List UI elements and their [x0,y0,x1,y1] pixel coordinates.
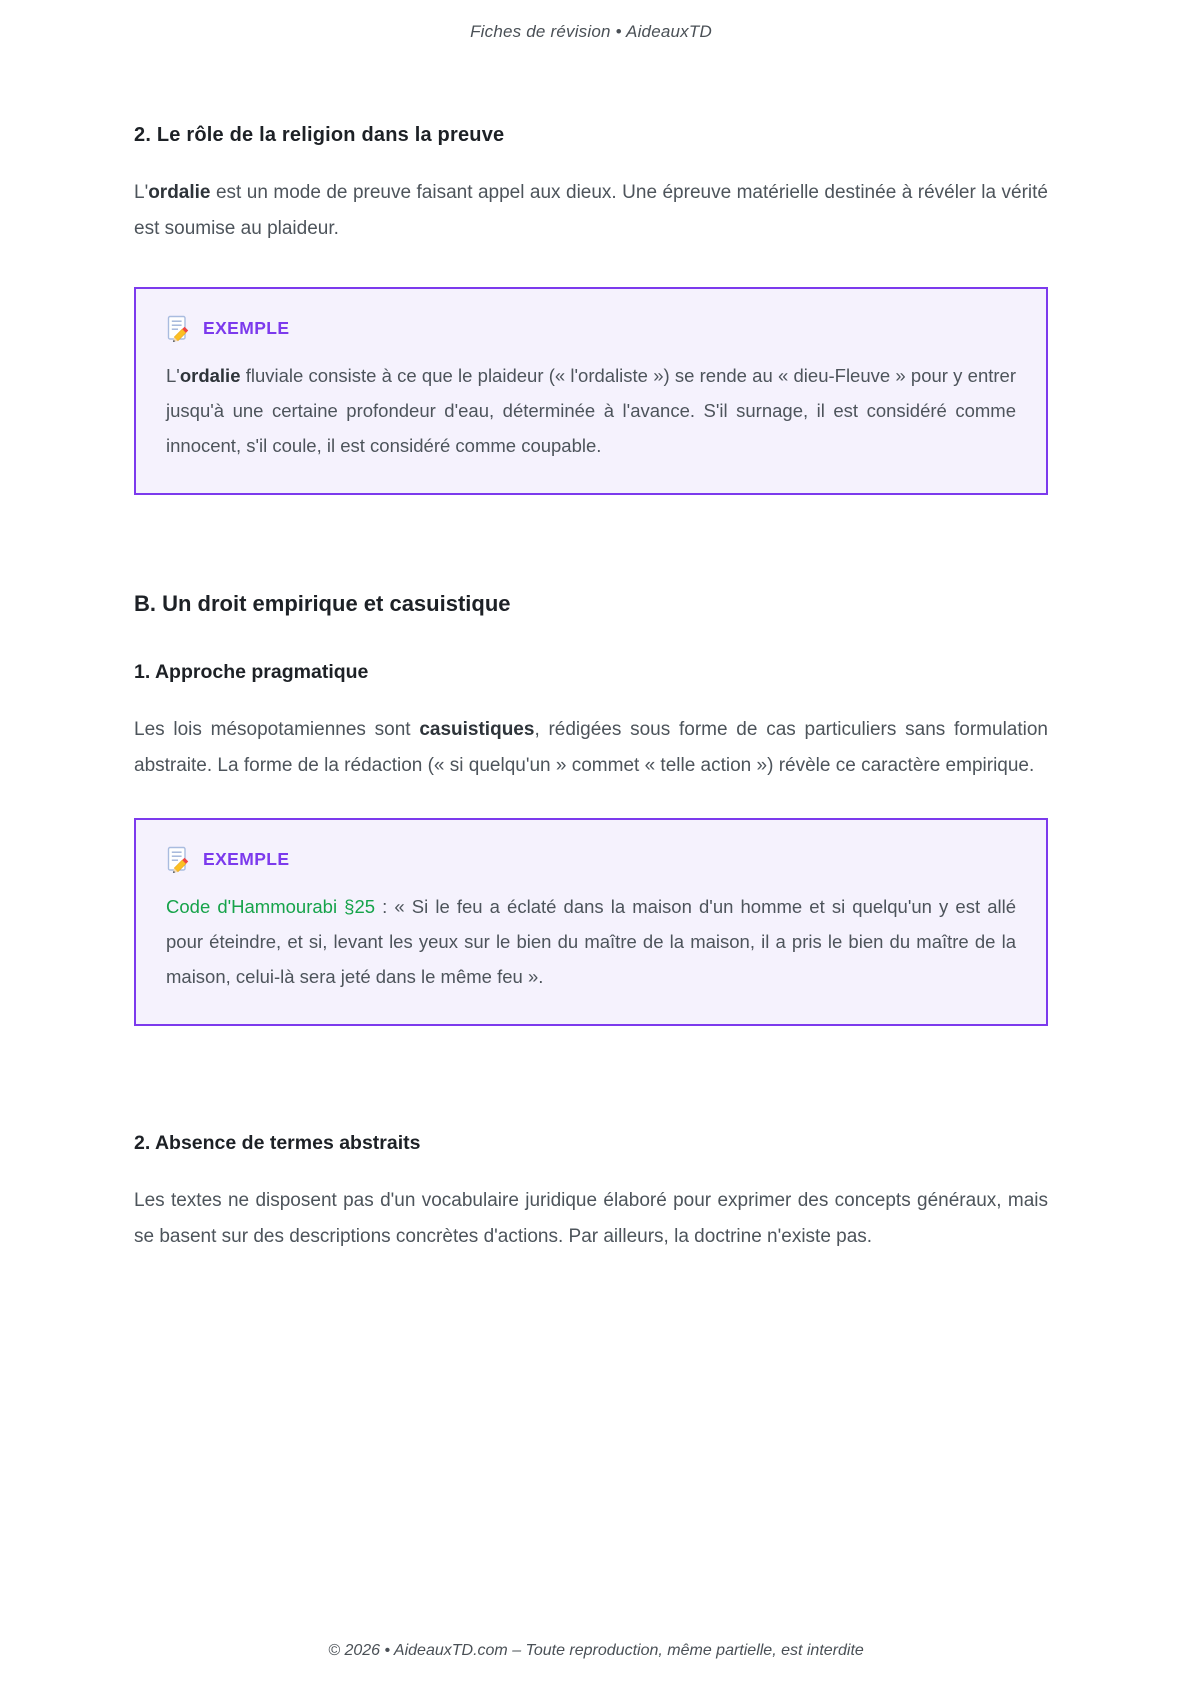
term-ordalie-fluviale: ordalie [179,365,241,386]
section-heading-droit-empirique: B. Un droit empirique et casuistique [134,591,511,616]
paragraph-casuistique-prefix: Les lois mésopotamiennes sont [134,719,420,740]
subsection-heading-termes-abstraits: 2. Absence de termes abstraits [134,1132,421,1154]
example-label: EXEMPLE [203,318,290,338]
example-label: EXEMPLE [203,849,290,869]
example-label-row [166,846,1016,873]
paragraph-ordalie-prefix: L' [134,182,149,203]
hammourabi-link[interactable]: Code d'Hammourabi §25 [166,896,376,917]
memo-icon [166,315,193,342]
paragraph-casuistique [134,712,1048,784]
memo-icon [166,846,193,873]
page-footer: © 2026 • AideauxTD.com – Toute reproduction, même partielle, est interdite [328,1642,864,1659]
example-box-ordalie [134,287,1048,495]
paragraph-abstraits: Les textes ne disposent pas d'un vocabulaire juridique élaboré pour exprimer des concepts généraux, mais se basent sur des descriptions concrètes d'actions. Par ailleurs, la doctrine n'existe pas. [134,1190,1048,1247]
example-label-row [166,315,1016,342]
paragraph-ordalie-rest: est un mode de preuve faisant appel aux dieux. Une épreuve matérielle destinée à révéler la vérité est soumise au plaideur. [134,182,1048,239]
term-ordalie: ordalie [148,182,211,203]
paragraph-casuistique-rest: , rédigées sous forme de cas particuliers sans formulation abstraite. La forme de la rédaction (« si quelqu'un » commet « telle action ») révèle ce caractère empirique. [134,719,1048,776]
example-ordalie-rest: fluviale consiste à ce que le plaideur (« l'ordaliste ») se rende au « dieu-Fleuve » pour y entrer jusqu'à une certaine profondeur d'eau, déterminée à l'avance. S'il surnage, il est considéré comme innocent, s'il coule, il est considéré comme coupable. [166,365,1016,456]
page-header: Fiches de révision • AideauxTD [470,22,712,41]
section-heading-religion: 2. Le rôle de la religion dans la preuve [134,124,505,146]
term-casuistiques: casuistiques [419,719,535,740]
example-box-hammourabi [134,818,1048,1026]
example-hammourabi-rest: : « Si le feu a éclaté dans la maison d'un homme et si quelqu'un y est allé pour éteindre, et si, levant les yeux sur le bien du maître de la maison, il a pris le bien du maître de la maison, celui-là sera jeté dans le même feu ». [166,896,1016,987]
paragraph-ordalie [134,175,1048,247]
subsection-heading-approche-pragmatique: 1. Approche pragmatique [134,661,369,683]
example-ordalie-prefix: L' [166,365,180,386]
example-hammourabi-text [166,889,1016,994]
example-ordalie-text [166,358,1016,463]
